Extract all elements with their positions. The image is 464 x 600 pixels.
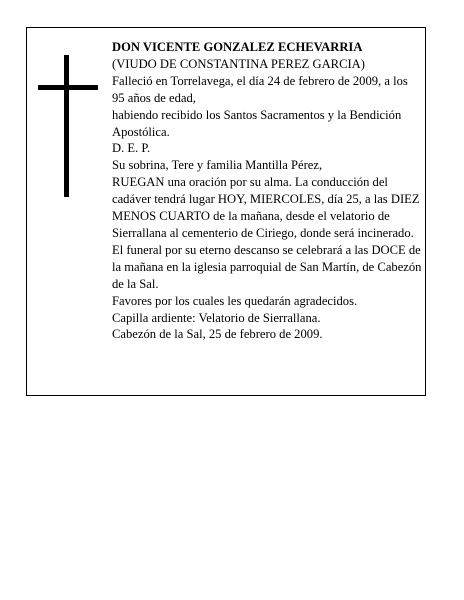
family-line: Su sobrina, Tere y familia Mantilla Pérez,	[112, 158, 323, 173]
deceased-name: DON VICENTE GONZALEZ ECHEVARRIA	[112, 40, 363, 54]
death-details: Falleció en Torrelavega, el día 24 de febrero de 2009, a los 95 años de edad,	[112, 73, 408, 105]
chapel-line: Capilla ardiente: Velatorio de Sierrallana.	[112, 310, 321, 325]
funeral-details: RUEGAN una oración por su alma. La conducción del cadáver tendrá lugar HOY, MIERCOLES, día 25, a las DIEZ MENOS CUARTO de la mañana, desde el velatorio de Sierrallana al cementerio de Ciriego, donde será incinerado. El funeral por su eterno descanso se celebrará a las DOCE de la mañana en la iglesia parroquial de San Martín, de Cabezón de la Sal.	[112, 175, 422, 291]
obituary-text	[112, 39, 422, 343]
thanks-line: Favores por los cuales les quedarán agradecidos.	[112, 293, 358, 308]
widow-of-line: (VIUDO DE CONSTANTINA PEREZ GARCIA)	[112, 56, 365, 71]
cross-horizontal-bar	[38, 85, 98, 90]
cross-vertical-bar	[64, 55, 69, 197]
cross-icon	[38, 55, 98, 197]
sacraments-line: habiendo recibido los Santos Sacramentos y la Bendición Apostólica.	[112, 107, 402, 139]
date-place-line: Cabezón de la Sal, 25 de febrero de 2009.	[112, 327, 323, 342]
dep-line: D. E. P.	[112, 141, 151, 156]
